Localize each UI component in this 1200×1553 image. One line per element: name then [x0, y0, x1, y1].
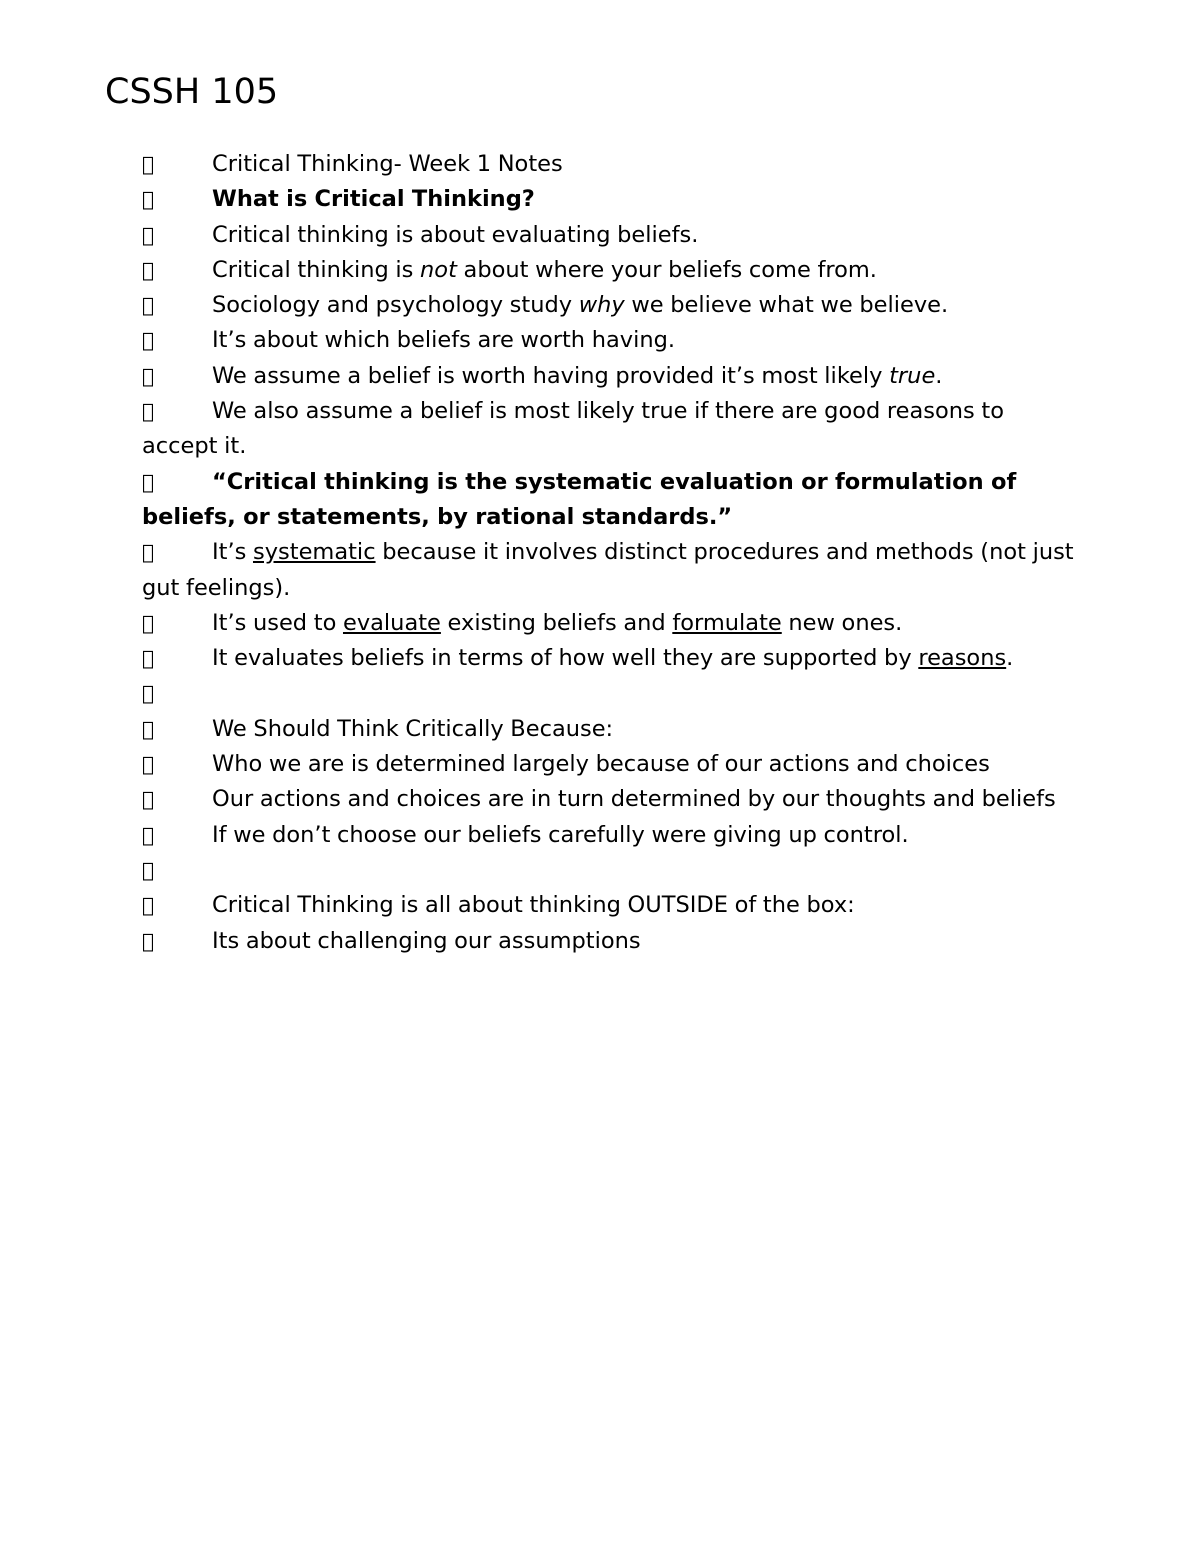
note-text: about where your beliefs come from. — [456, 256, 877, 283]
note-item — [142, 253, 1082, 288]
bullet-icon — [142, 818, 212, 853]
bullet-icon — [142, 465, 212, 500]
note-underlined-term: formulate — [672, 609, 782, 636]
bullet-icon — [142, 712, 212, 747]
bullet-icon — [142, 924, 212, 959]
bullet-icon — [142, 147, 212, 182]
note-text: Critical Thinking is all about thinking OUTSIDE of the box: — [212, 892, 855, 919]
note-item — [142, 218, 1082, 253]
document-title: CSSH 105 — [105, 72, 279, 112]
note-emphasis: not — [420, 256, 457, 283]
note-text: Our actions and choices are in turn determined by our thoughts and beliefs — [212, 786, 1056, 813]
note-text: because it involves distinct procedures and methods (not just gut feelings). — [142, 539, 1074, 601]
note-text: existing beliefs and — [440, 609, 673, 636]
note-subheading — [142, 712, 1082, 747]
note-text: Critical thinking is about evaluating beliefs. — [212, 221, 699, 248]
note-text: If we don’t choose our beliefs carefully were giving up control. — [212, 821, 909, 848]
note-week-heading — [142, 147, 1082, 182]
note-text: We assume a belief is worth having provided it’s most likely — [212, 362, 890, 389]
note-text: We also assume a belief is most likely true if there are good reasons to accept it. — [142, 398, 1005, 460]
bullet-icon — [142, 535, 212, 570]
note-empty-item — [142, 853, 1082, 888]
note-item — [142, 394, 1082, 465]
note-item — [142, 924, 1082, 959]
bullet-icon — [142, 782, 212, 817]
note-text: Its about challenging our assumptions — [212, 927, 641, 954]
bullet-icon — [142, 888, 212, 923]
bullet-icon — [142, 641, 212, 676]
note-item — [142, 323, 1082, 358]
notes-list — [142, 147, 1082, 959]
note-text: Critical thinking is — [212, 256, 421, 283]
note-underlined-term: reasons — [918, 645, 1007, 672]
note-text: It evaluates beliefs in terms of how well they are supported by — [212, 645, 919, 672]
note-text: It’s — [212, 539, 253, 566]
note-definition-quote — [142, 465, 1082, 536]
note-item — [142, 288, 1082, 323]
note-empty-item — [142, 676, 1082, 711]
note-underlined-term: systematic — [252, 539, 376, 566]
note-text: new ones. — [781, 609, 903, 636]
note-text: It’s about which beliefs are worth having. — [212, 327, 676, 354]
bullet-icon — [142, 676, 212, 711]
note-section-heading — [142, 182, 1082, 217]
note-item — [142, 818, 1082, 853]
bullet-icon — [142, 288, 212, 323]
bullet-icon — [142, 253, 212, 288]
note-item — [142, 535, 1082, 606]
note-item — [142, 747, 1082, 782]
note-text: we believe what we believe. — [624, 292, 949, 319]
note-item — [142, 641, 1082, 676]
note-text: “Critical thinking is the systematic evaluation or formulation of beliefs, or statements, by rational standards.” — [142, 468, 1017, 530]
bullet-icon — [142, 359, 212, 394]
bullet-icon — [142, 218, 212, 253]
note-subheading — [142, 888, 1082, 923]
note-text: What is Critical Thinking? — [212, 186, 535, 213]
note-emphasis: true — [889, 362, 936, 389]
note-text: Who we are is determined largely because of our actions and choices — [212, 751, 990, 778]
bullet-icon — [142, 182, 212, 217]
note-item — [142, 359, 1082, 394]
bullet-icon — [142, 606, 212, 641]
bullet-icon — [142, 323, 212, 358]
note-text: Sociology and psychology study — [212, 292, 579, 319]
bullet-icon — [142, 394, 212, 429]
note-text: . — [935, 362, 943, 389]
note-item — [142, 782, 1082, 817]
note-underlined-term: evaluate — [342, 609, 441, 636]
note-text: It’s used to — [212, 609, 343, 636]
note-emphasis: why — [578, 292, 625, 319]
note-item — [142, 606, 1082, 641]
bullet-icon — [142, 853, 212, 888]
note-text: . — [1006, 645, 1014, 672]
note-text: Critical Thinking- Week 1 Notes — [212, 151, 563, 177]
note-text: We Should Think Critically Because: — [212, 715, 614, 742]
bullet-icon — [142, 747, 212, 782]
